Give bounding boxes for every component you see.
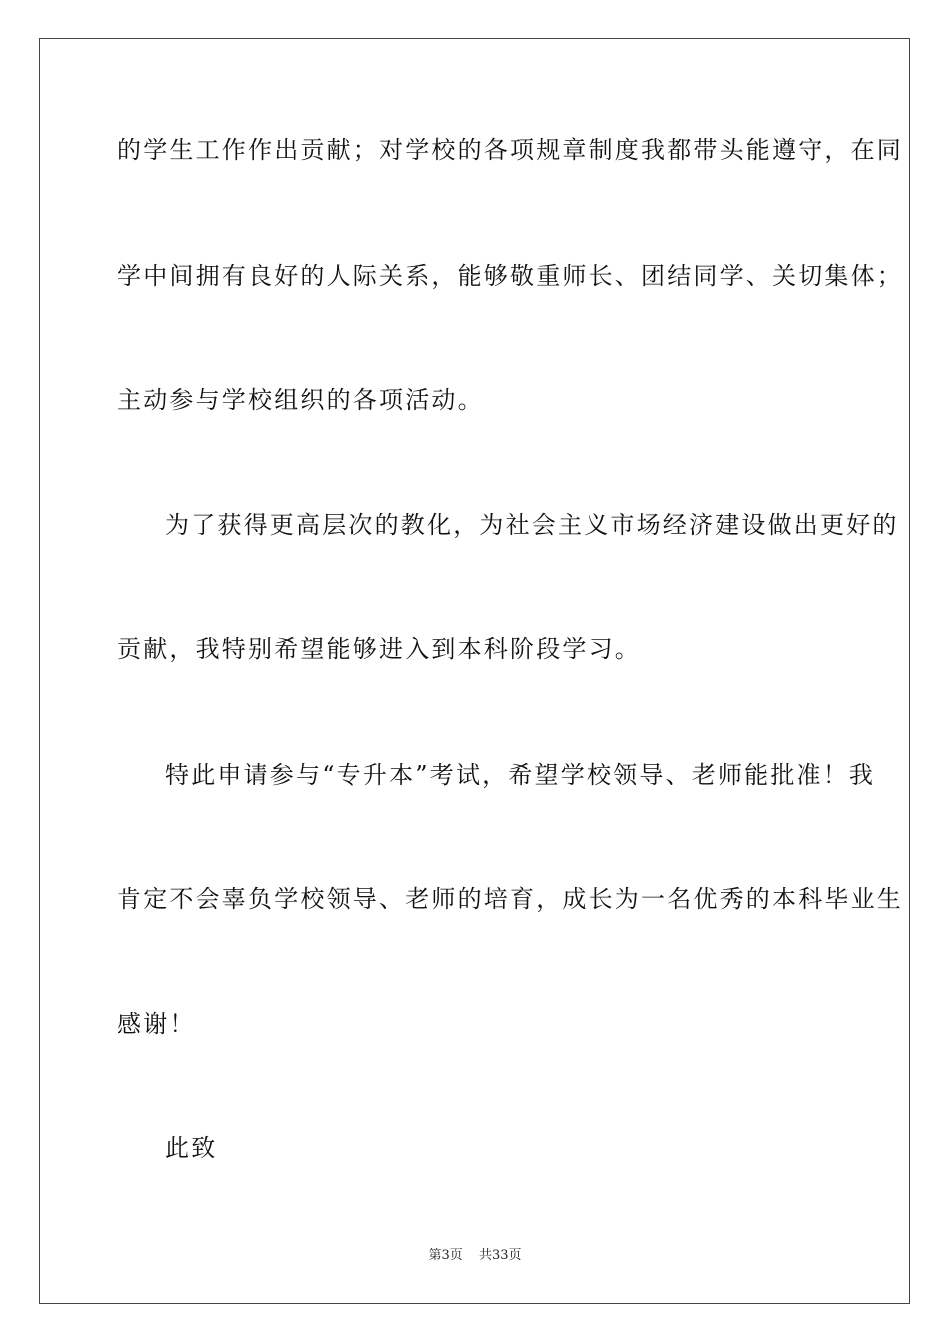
text-line-3: 主动参与学校组织的各项活动。 bbox=[117, 386, 484, 414]
text-line-9: 此致 bbox=[165, 1134, 218, 1162]
text-line-7: 肯定不会辜负学校领导、老师的培育，成长为一名优秀的本科毕业生 bbox=[117, 885, 903, 913]
text-line-5: 贡献，我特别希望能够进入到本科阶段学习。 bbox=[117, 635, 641, 663]
page-total: 共33页 bbox=[478, 1248, 522, 1263]
text-line-6: 特此申请参与“专升本”考试，希望学校领导、老师能批准！我 bbox=[165, 761, 876, 789]
text-line-2: 学中间拥有良好的人际关系，能够敬重师长、团结同学、关切集体； bbox=[117, 262, 903, 290]
page-frame bbox=[39, 38, 910, 1304]
page-number: 第3页 bbox=[428, 1248, 463, 1263]
text-line-4: 为了获得更高层次的教化，为社会主义市场经济建设做出更好的 bbox=[165, 511, 899, 539]
text-line-1: 的学生工作作出贡献；对学校的各项规章制度我都带头能遵守，在同 bbox=[117, 136, 903, 164]
text-line-8: 感谢！ bbox=[117, 1010, 196, 1038]
page-footer bbox=[0, 1247, 950, 1265]
